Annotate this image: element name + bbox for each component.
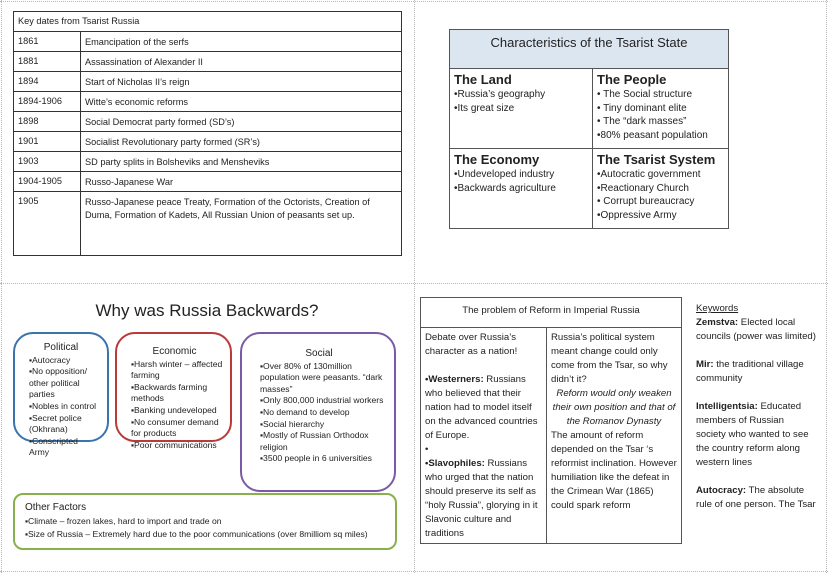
date-cell: 1904-1905 xyxy=(14,172,81,191)
table-row xyxy=(14,112,401,132)
table-row xyxy=(14,32,401,52)
westerners-text: Russians who believed that their nation had to model itself on the advanced countries of Europe. xyxy=(425,374,538,441)
key-dates-table xyxy=(13,11,402,256)
event-cell: Assassination of Alexander II xyxy=(85,57,203,67)
slavophiles-label: •Slavophiles: xyxy=(425,458,485,469)
keywords-heading: Keywords xyxy=(696,303,739,314)
date-cell: 1894-1906 xyxy=(14,92,81,111)
date-cell: 1905 xyxy=(14,192,81,255)
list-item: ▪ Secret police (Okhrana) xyxy=(29,413,99,436)
list-item: ▪ Harsh winter – affected farming xyxy=(131,359,224,382)
list-item: ▪ Climate – frozen lakes, hard to import and trade on xyxy=(25,515,385,528)
event-cell: Witte’s economic reforms xyxy=(85,97,188,107)
list-item: • The Social structure xyxy=(597,89,693,100)
reform-right-column xyxy=(547,328,681,543)
list-item: •80% peasant population xyxy=(597,129,708,141)
list-item: ▪ Over 80% of 130million population were peasants. “dark masses” xyxy=(260,361,384,396)
political-box xyxy=(13,332,109,458)
divider-horizontal-bottom xyxy=(0,571,828,572)
list-item: ▪ Only 800,000 industrial workers xyxy=(260,395,384,407)
date-cell: 1861 xyxy=(14,32,81,51)
list-item: •Russia’s geography xyxy=(454,89,546,100)
event-cell: Start of Nicholas II’s reign xyxy=(85,77,190,87)
box-heading: Other Factors xyxy=(25,502,87,513)
section-heading: The People xyxy=(597,72,667,87)
key-dates-title: Key dates from Tsarist Russia xyxy=(14,12,401,32)
reform-italic-note: Reform would only weaken their own position and that of the Romanov Dynasty xyxy=(552,388,676,427)
keyword-entry xyxy=(696,484,816,512)
slavophiles-text: Russians who urged that the nation should preserve its self as “holy Russia”, glorying in it Slavonic culture and traditions xyxy=(425,458,538,539)
date-cell: 1901 xyxy=(14,132,81,151)
reform-title: The problem of Reform in Imperial Russia xyxy=(421,298,681,328)
list-item: • The “dark masses” xyxy=(597,116,687,128)
list-item: ▪ Poor communications xyxy=(131,440,224,452)
list-item: ▪ No demand to develop xyxy=(260,407,384,419)
list-item: •Backwards agriculture xyxy=(454,182,556,194)
section-the-people xyxy=(593,69,728,149)
list-item: ▪ Conscripted Army xyxy=(29,436,99,459)
event-cell: Social Democrat party formed (SD’s) xyxy=(85,117,235,127)
divider-horizontal-center xyxy=(0,283,828,284)
table-row xyxy=(14,172,401,192)
list-item: •Autocratic government xyxy=(597,169,701,180)
keyword-term: Autocracy: xyxy=(696,485,747,496)
list-item: •Its great size xyxy=(454,102,515,114)
date-cell: 1903 xyxy=(14,152,81,171)
list-item: ▪ Nobles in control xyxy=(29,401,99,413)
section-the-economy xyxy=(450,149,593,229)
divider-horizontal-top xyxy=(0,1,828,2)
date-cell: 1881 xyxy=(14,52,81,71)
event-cell: Russo-Japanese War xyxy=(85,177,173,187)
list-item: • Tiny dominant elite xyxy=(597,102,687,114)
table-row xyxy=(14,72,401,92)
section-the-land xyxy=(450,69,593,149)
slavophiles-entry xyxy=(425,457,542,541)
characteristics-title: Characteristics of the Tsarist State xyxy=(450,30,728,69)
table-row xyxy=(14,132,401,152)
date-cell: 1894 xyxy=(14,72,81,91)
list-item: •Reactionary Church xyxy=(597,182,689,194)
event-cell: SD party splits in Bolsheviks and Mensheviks xyxy=(85,157,270,167)
keyword-definition: the traditional village community xyxy=(696,359,804,384)
table-row xyxy=(14,192,401,255)
economic-box xyxy=(115,332,232,450)
characteristics-table xyxy=(449,29,729,229)
list-item: •Undeveloped industry xyxy=(454,169,555,180)
keyword-definition: Educated members of Russian society who wanted to see the country reform along western lines xyxy=(696,401,809,468)
box-heading: Social xyxy=(305,348,333,359)
keyword-term: Intelligentsia: xyxy=(696,401,758,412)
list-item: ▪ 3500 people in 6 universities xyxy=(260,453,384,465)
table-row xyxy=(14,152,401,172)
keyword-entry xyxy=(696,400,816,470)
list-item: ▪ Mostly of Russian Orthodox religion xyxy=(260,430,384,453)
box-heading: Political xyxy=(43,342,79,353)
reform-political-intro: Russia’s political system meant change could only come from the Tsar, so why didn’t it? xyxy=(551,332,668,385)
table-row xyxy=(14,92,401,112)
list-item: ▪ No consumer demand for products xyxy=(131,417,224,440)
list-item: ▪ Social hierarchy xyxy=(260,419,384,431)
table-row xyxy=(14,52,401,72)
westerners-label: •Westerners: xyxy=(425,374,484,385)
reform-table xyxy=(420,297,682,544)
list-item: •Oppressive Army xyxy=(597,209,677,221)
section-heading: The Tsarist System xyxy=(597,152,716,167)
divider-vertical-center xyxy=(414,0,415,573)
social-box xyxy=(240,332,396,492)
divider-vertical-right xyxy=(826,0,827,573)
reform-debate-intro: Debate over Russia’s character as a nation! xyxy=(425,332,518,357)
divider-vertical-left xyxy=(1,0,2,573)
keyword-definition: Elected local councils (power was limited) xyxy=(696,317,816,342)
keyword-definition: The absolute rule of one person. The Tsar xyxy=(696,485,816,510)
why-backwards-title: Why was Russia Backwards? xyxy=(95,301,319,320)
list-item: ▪ Backwards farming methods xyxy=(131,382,224,405)
keywords-panel xyxy=(696,302,816,526)
list-item: ▪ Banking undeveloped xyxy=(131,405,224,417)
keyword-entry xyxy=(696,316,816,344)
westerners-entry xyxy=(425,373,542,443)
list-item: ▪ Size of Russia – Extremely hard due to the poor communications (over 8milliom sq miles) xyxy=(25,528,385,541)
box-heading: Economic xyxy=(152,346,197,357)
section-the-tsarist-system xyxy=(593,149,728,229)
reform-body: The amount of reform depended on the Tsar ‘s reformist inclination. However humiliation like the defeat in the Crimean War (1865) could spark reform xyxy=(551,430,677,511)
keyword-term: Mir: xyxy=(696,359,714,370)
list-item: ▪ Autocracy xyxy=(29,355,99,367)
section-heading: The Land xyxy=(454,72,512,87)
list-item: • Corrupt bureaucracy xyxy=(597,196,695,208)
event-cell: Russo-Japanese peace Treaty, Formation of the Octorists, Creation of Duma, Formation of Kadets, All Russian Union of peasants set up. xyxy=(85,197,370,220)
event-cell: Emancipation of the serfs xyxy=(85,37,189,47)
date-cell: 1898 xyxy=(14,112,81,131)
keyword-entry xyxy=(696,358,816,386)
reform-left-column xyxy=(421,328,547,543)
section-heading: The Economy xyxy=(454,152,540,167)
event-cell: Socialist Revolutionary party formed (SR’s) xyxy=(85,137,260,147)
keyword-term: Zemstva: xyxy=(696,317,739,328)
list-item: ▪ No opposition/ other political parties xyxy=(29,366,99,401)
empty-bullet: • xyxy=(425,444,429,455)
other-factors-box xyxy=(13,493,397,550)
